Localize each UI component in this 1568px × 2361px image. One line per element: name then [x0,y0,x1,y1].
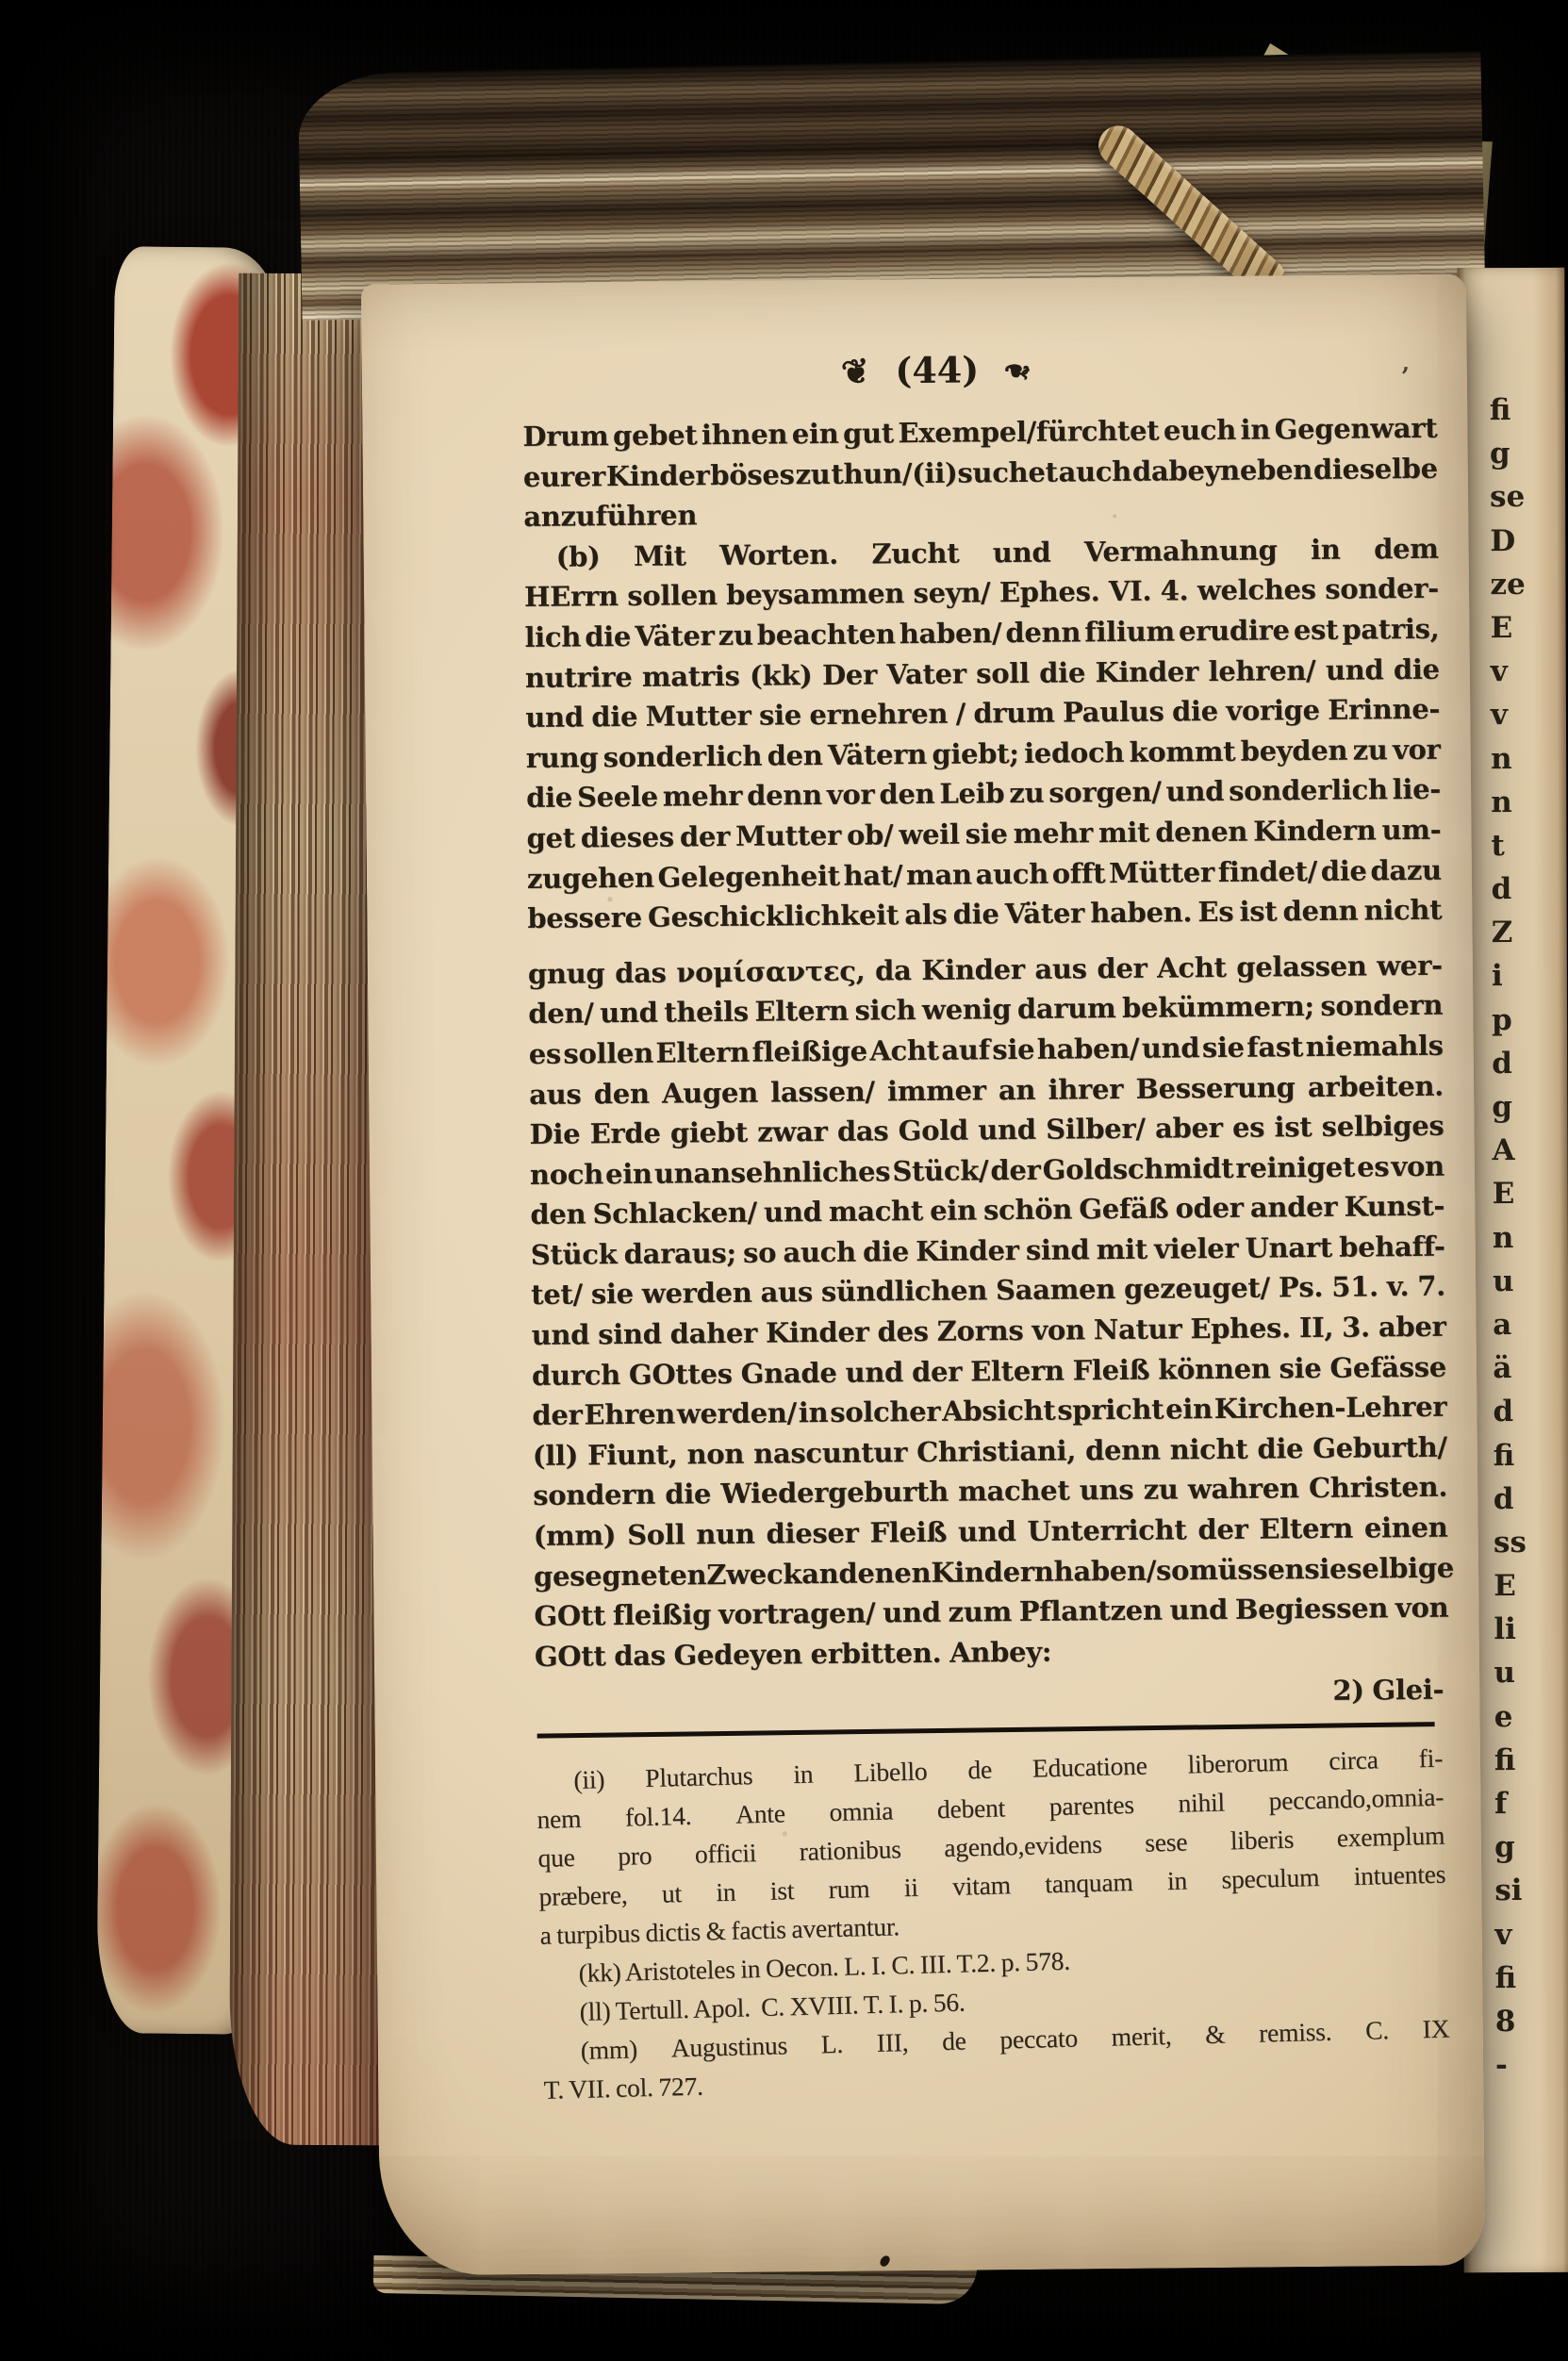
text-line: get dieses der Mutter ob/ weil sie mehr mit denen Kindern um- [526,813,1442,854]
paragraph-exhortation [522,408,1438,537]
text-line: HErrn sollen beysammen seyn/ Ephes. VI. 4. welches sonder- [523,572,1440,614]
facing-page-text-fragment: ä [1493,1351,1512,1386]
text-line: eurer Kinder böses zu thun/(ii)suchet auch dabeyneben dieselbe [522,452,1438,493]
text-line: gnug das νομίσαντες, da Kinder aus der Acht gelassen wer- [527,949,1443,990]
facing-page-text-fragment: d [1493,1395,1514,1429]
facing-page-text-fragment: f [1494,1787,1508,1822]
text-line: den/ und theils Eltern sich wenig darum bekümmern; sondern [528,989,1444,1031]
footnote-line: (kk) Aristoteles in Oecon. L. I. C. III. T.2. p. 578. [578,1945,1071,1988]
page-number: (44) [895,348,980,392]
text-line: lich die Väter zu beachten haben/ denn filium erudire est patris, [524,612,1440,653]
facing-page-text-fragment: 8 [1494,2004,1516,2039]
text-line: der Ehren werden/ in solcher Absicht spricht ein Kirchen-Lehrer [532,1390,1447,1432]
text-line: noch ein unansehnliches Stück/ der Goldschmidt reiniget es von [529,1149,1444,1191]
facing-page-text-fragment: fi [1489,393,1511,428]
text-line: bessere Geschicklichkeit als die Väter haben. Es ist denn nicht [527,893,1443,935]
stray-ink-mark: ’ [1400,363,1411,392]
facing-page-text-fragment: i [1491,959,1503,994]
facing-page-text-fragment: E [1490,610,1513,646]
facing-page-text-fragment: u [1492,1263,1514,1298]
text-line: gesegneten Zweck an denen Kindern haben/ so müssen sie selbige [533,1551,1455,1593]
facing-page-text-fragment: n [1491,784,1512,819]
facing-page-text-fragment: n [1492,1220,1514,1255]
facing-page-text-fragment: E [1494,1569,1516,1604]
facing-page-text-fragment: A [1492,1133,1515,1168]
footnote-line: T. VII. col. 727. [543,2071,704,2105]
facing-page-text-fragment: fi [1494,1742,1516,1777]
text-line: (mm) Soll nun dieser Fleiß und Unterricht der Eltern einen [533,1511,1448,1553]
text-line: die Seele mehr denn vor den Leib zu sorgen/ und sonderlich lie- [525,773,1442,815]
facing-page-text-fragment: li [1494,1612,1516,1647]
facing-page-text-fragment: u [1494,1656,1516,1691]
book-page [361,273,1485,2275]
footnote-line: que pro officii rationibus agendo,evidens sese liberis exemplum [537,1820,1445,1873]
text-line: GOtt fleißig vortragen/ und zum Pflantzen und Begiessen von [534,1591,1449,1633]
facing-page-text-fragment: v [1490,698,1509,733]
facing-page-text-fragment: ze [1490,567,1526,602]
text-line: anzuführen [523,499,698,534]
facing-page-text-fragment: fi [1494,1960,1517,1995]
footnote-line: (mm) Augustinus L. III, de peccato merit, & remiss. C. IX [580,2013,1450,2065]
text-line: GOtt das Gedeyen erbitten. Anbey: [534,1635,1052,1673]
footnote-separator-rule [537,1722,1435,1738]
facing-page-text-fragment: g [1492,1090,1513,1125]
paragraph-continuation [527,945,1455,1676]
facing-page-text-fragment: p [1492,1002,1512,1037]
text-line: und sind daher Kinder des Zorns von Natur Ephes. II, 3. aber [531,1310,1446,1352]
printer-ornament-left-icon: ❦ [839,350,874,394]
text-line: und die Mutter sie ernehren / drum Paulus die vorige Erinne- [525,692,1441,735]
text-line: Die Erde giebt zwar das Gold und Silber/ aber es ist selbiges [529,1109,1444,1151]
footnotes [536,1739,1451,2109]
text-line: durch GOttes Gnade und der Eltern Fleiß können sie Gefässe [531,1350,1447,1392]
facing-page-text-fragment: - [1494,2048,1508,2083]
facing-page-text-fragment: E [1492,1177,1515,1212]
facing-page-text-fragment: se [1490,480,1526,515]
text-line: aus den Augen lassen/ immer an ihrer Besserung arbeiten. [528,1069,1444,1111]
text-line: den Schlacken/ und macht ein schön Gefäß oder ander Kunst- [530,1189,1445,1231]
text-line: zugehen Gelegenheit hat/ man auch offt Mütter findet/ die dazu [526,853,1443,895]
text-line: es sollen Eltern fleißige Acht auf sie haben/ und sie fast niemahls [528,1029,1444,1070]
facing-page-text-fragment: si [1494,1874,1523,1908]
facing-page-text-fragment: v [1490,654,1508,689]
text-line: sondern die Wiedergeburth machet uns zu wahren Christen. [533,1471,1448,1512]
footnote-line: (ll) Tertull. Apol. C. XVIII. T. I. p. 56. [579,1987,966,2026]
printer-ornament-right-icon: ❧ [1001,349,1034,392]
facing-page-text-fragment: ss [1493,1525,1527,1560]
facing-page-text-fragment: t [1491,828,1505,863]
footnote-line: (ii) Plutarchus in Libello de Educatione liberorum circa fi- [573,1742,1444,1794]
facing-page-text-fragment: d [1493,1481,1514,1516]
text-line: Drum gebet ihnen ein gut Exempel/fürchtet euch in Gegenwart [522,411,1438,454]
footnote-line: nem fol.14. Ante omnia debent parentes nihil peccando,omnia- [536,1781,1444,1834]
facing-page-text-fragment: e [1494,1699,1513,1734]
facing-page-text-fragment: d [1491,872,1512,907]
footnote-line: præbere, ut in ist rum ii vitam tanquam in speculum intuentes [538,1858,1446,1911]
text-line: rung sonderlich den Vätern giebt; iedoch kommt beyden zu vor [525,733,1441,774]
facing-page-text-fragment: v [1494,1917,1512,1952]
facing-page-text-fragment: d [1492,1046,1512,1081]
text-line: tet/ sie werden aus sündlichen Saamen gezeuget/ Ps. 51. v. 7. [531,1270,1446,1312]
text-line: nutrire matris (kk) Der Vater soll die Kinder lehren/ und die [524,652,1440,694]
facing-page-text-fragment: n [1491,741,1512,776]
facing-page-text-fragment: g [1494,1830,1515,1865]
facing-page-text-fragment: fi [1493,1438,1515,1473]
text-line: (b) Mit Worten. Zucht und Vermahnung in dem [555,532,1439,573]
catchword: 2) Glei- [1332,1674,1444,1708]
main-text [522,408,1453,2109]
facing-page-text-fragment: g [1489,437,1510,471]
facing-page-text-fragment: D [1490,523,1516,558]
footnote-line: a turpibus dictis & factis avertantur. [539,1911,900,1950]
text-line: Stück daraus; so auch die Kinder sind mit vieler Unart behaff- [530,1230,1445,1271]
paragraph-mit-worten [523,528,1442,938]
facing-page-text-fragment: a [1493,1307,1512,1343]
facing-page-text-fragment: Z [1491,916,1513,950]
page-header [767,348,1107,394]
text-line: (ll) Fiunt, non nascuntur Christiani, denn nicht die Geburth/ [532,1430,1447,1472]
